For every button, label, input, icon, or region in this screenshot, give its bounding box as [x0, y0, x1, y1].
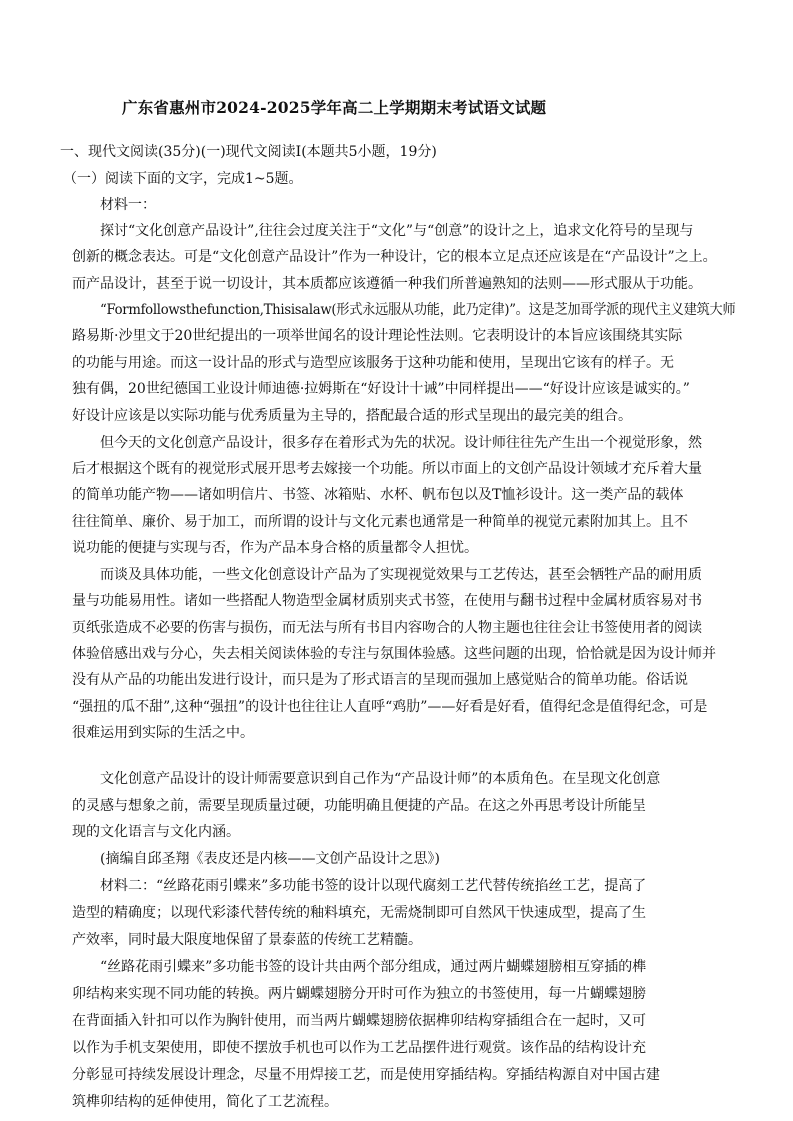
paragraph-line: 产效率，同时最大限度地保留了景泰蓝的传统工艺精髓。	[72, 932, 422, 948]
paragraph-line: 很难运用到实际的生活之中。	[72, 725, 254, 741]
paragraph-line: 筑榫卯结构的延伸使用，简化了工艺流程。	[72, 1094, 338, 1110]
source-citation: (摘编自邱圣翔《表皮还是内核——文创产品设计之思》)	[100, 851, 440, 867]
paragraph-line: 没有从产品的功能出发进行设计，而只是为了形式语言的呈现而强加上感觉贴合的简单功能。俗话说	[72, 672, 688, 688]
paragraph-line: 量与功能易用性。诸如一些搭配人物造型金属材质别夹式书签，在使用与翻书过程中金属材质容易对书	[72, 593, 702, 609]
paragraph-line: 探讨“文化创意产品设计”,往往会过度关注于“文化”与“创意”的设计之上，追求文化符号的呈现与	[100, 223, 694, 239]
paragraph-line: 路易斯·沙里文于20世纪提出的一项举世闻名的设计理论性法则。它表明设计的本旨应该围绕其实际	[72, 328, 683, 344]
paragraph-line: 现的文化语言与文化内涵。	[72, 824, 240, 840]
page-title: 广东省惠州市2024-2025学年高二上学期期末考试语文试题	[122, 98, 547, 117]
paragraph-line: 文化创意产品设计的设计师需要意识到自己作为“产品设计师”的本质角色。在呈现文化创意	[100, 771, 661, 787]
paragraph-line: 说功能的便捷与实现与否，作为产品本身合格的质量都令人担忧。	[72, 540, 478, 556]
paragraph-line: 但今天的文化创意产品设计，很多存在着形式为先的状况。设计师往往先产生出一个视觉形象，然	[100, 435, 702, 451]
paragraph-line: 造型的精确度；以现代彩漆代替传统的釉料填充，无需烧制即可自然风干快速成型，提高了生	[72, 905, 646, 921]
paragraph-line: 分彰显可持续发展设计理念，尽量不用焊接工艺，而是使用穿插结构。穿插结构源自对中国古建	[72, 1067, 660, 1083]
paragraph-line: 而产品设计，甚至于说一切设计，其本质都应该遵循一种我们所普遍熟知的法则——形式服从于功能。	[72, 276, 702, 292]
paragraph-line: 体验倍感出戏与分心，失去相关阅读体验的专注与氛围体验感。这些问题的出现，恰恰就是因为设计师并	[72, 646, 716, 662]
paragraph-line: 而谈及具体功能，一些文化创意设计产品为了实现视觉效果与工艺传达，甚至会牺牲产品的耐用质	[100, 567, 702, 583]
paragraph-line: 后才根据这个既有的视觉形式展开思考去嫁接一个功能。所以市面上的文创产品设计领域才充斥着大量	[72, 461, 702, 477]
paragraph-line: 好设计应该是以实际功能与优秀质量为主导的，搭配最合适的形式呈现出的最完美的组合。	[72, 408, 632, 424]
material-one-label: 材料一：	[100, 197, 156, 213]
paragraph-line: 页纸张造成不必要的伤害与损伤，而无法与所有书目内容吻合的人物主题也往往会让书签使用者的阅读	[72, 620, 702, 636]
section-heading: 一、现代文阅读(35分)(一)现代文阅读I(本题共5小题，19分)	[60, 144, 437, 160]
paragraph-line: 创新的概念表达。可是“文化创意产品设计”作为一种设计，它的根本立足点还应该是在“产品设计”之上。	[72, 249, 717, 265]
paragraph-line: 的功能与用途。而这一设计品的形式与造型应该服务于这种功能和使用，呈现出它该有的样子。无	[72, 355, 674, 371]
paragraph-line: 卯结构来实现不同功能的转换。两片蝴蝶翅膀分开时可作为独立的书签使用，每一片蝴蝶翅膀	[72, 986, 646, 1002]
paragraph-line: 的简单功能产物——诸如明信片、书签、冰箱贴、水杯、帆布包以及T恤衫设计。这一类产品的载体	[72, 487, 684, 503]
paragraph-line: 独有偶，20世纪德国工业设计师迪德·拉姆斯在“好设计十诫”中同样提出——“好设计应该是诚实的。”	[72, 381, 690, 397]
instruction-text: （一）阅读下面的文字，完成1~5题。	[63, 171, 303, 187]
paragraph-line: 的灵感与想象之前，需要呈现质量过硬，功能明确且便捷的产品。在这之外再思考设计所能呈	[72, 798, 646, 814]
paragraph-line: “Formfollowsthefunction,Thisisalaw(形式永远服从功能，此乃定律)”。这是芝加哥学派的现代主义建筑大师	[100, 302, 736, 318]
paragraph-line: 材料二：“丝路花雨引蝶来”多功能书签的设计以现代腐刻工艺代替传统掐丝工艺，提高了	[100, 878, 647, 894]
paragraph-line: 往往简单、廉价、易于加工，而所谓的设计与文化元素也通常是一种简单的视觉元素附加其上。且不	[72, 514, 688, 530]
paragraph-line: 在背面插入针扣可以作为胸针使用，而当两片蝴蝶翅膀依据榫卯结构穿插组合在一起时，又可	[72, 1013, 646, 1029]
paragraph-line: “强扭的瓜不甜”,这种“强扭”的设计也往往让人直呼“鸡肋”——好看是好看，值得纪念是值得纪念，可是	[72, 699, 708, 715]
paragraph-line: “丝路花雨引蝶来”多功能书签的设计共由两个部分组成，通过两片蝴蝶翅膀相互穿插的榫	[100, 959, 647, 975]
paragraph-line: 以作为手机支架使用，即使不摆放手机也可以作为工艺品摆件进行观赏。该作品的结构设计充	[72, 1040, 646, 1056]
